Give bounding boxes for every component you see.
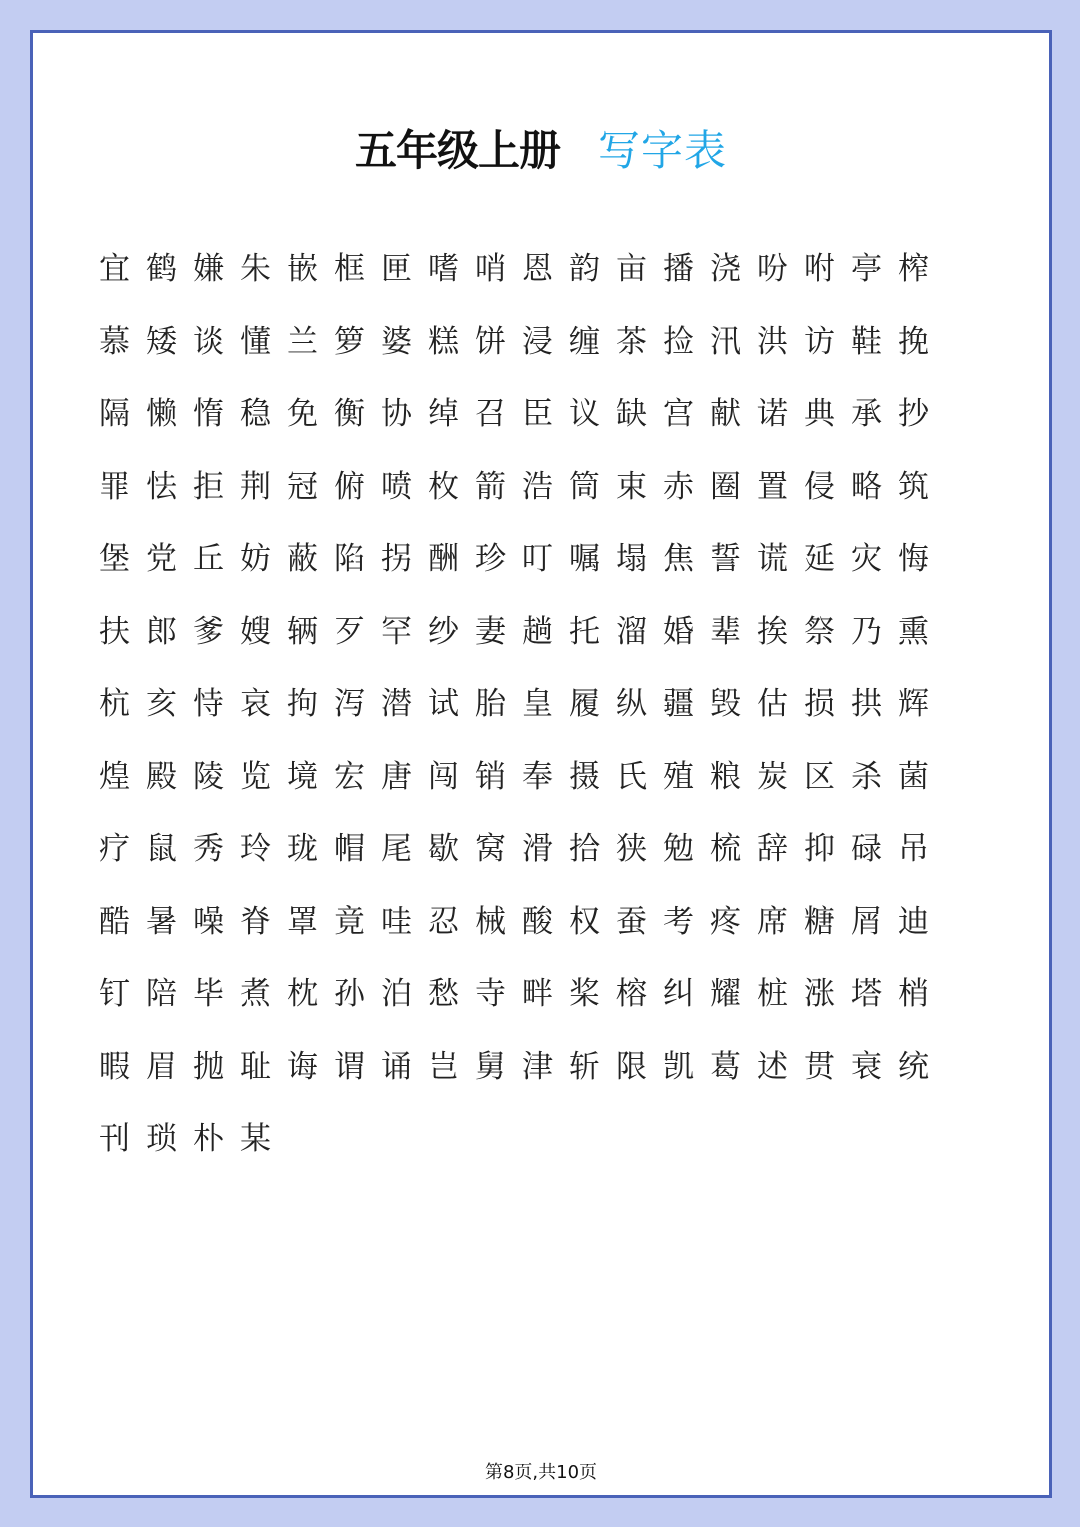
character-grid xyxy=(99,233,945,1176)
character-row xyxy=(99,813,945,886)
character-cell: 秀 xyxy=(193,831,224,868)
character-cell: 刊 xyxy=(99,1121,130,1158)
character-cell: 懂 xyxy=(240,323,271,360)
character-cell: 辉 xyxy=(898,686,929,723)
character-cell: 琐 xyxy=(146,1121,177,1158)
character-cell: 酷 xyxy=(99,903,130,940)
character-cell: 束 xyxy=(616,468,647,505)
character-cell: 珍 xyxy=(475,541,506,578)
character-cell: 托 xyxy=(569,613,600,650)
character-cell: 韵 xyxy=(569,251,600,288)
character-cell: 览 xyxy=(240,758,271,795)
character-cell: 党 xyxy=(146,541,177,578)
character-cell: 罪 xyxy=(99,468,130,505)
character-cell: 匣 xyxy=(381,251,412,288)
character-cell: 枚 xyxy=(428,468,459,505)
character-cell: 置 xyxy=(757,468,788,505)
character-cell: 眉 xyxy=(146,1048,177,1085)
character-cell: 脊 xyxy=(240,903,271,940)
character-cell: 畔 xyxy=(522,976,553,1013)
character-cell: 鞋 xyxy=(851,323,882,360)
character-cell: 饼 xyxy=(475,323,506,360)
character-cell: 缺 xyxy=(616,396,647,433)
character-cell: 考 xyxy=(663,903,694,940)
character-row xyxy=(99,668,945,741)
character-cell: 怯 xyxy=(146,468,177,505)
character-cell: 珑 xyxy=(287,831,318,868)
character-cell: 狭 xyxy=(616,831,647,868)
character-cell: 席 xyxy=(757,903,788,940)
character-cell: 抛 xyxy=(193,1048,224,1085)
character-row xyxy=(99,596,945,669)
character-cell: 兰 xyxy=(287,323,318,360)
character-cell: 梳 xyxy=(710,831,741,868)
character-cell: 召 xyxy=(475,396,506,433)
character-row xyxy=(99,451,945,524)
character-cell: 岂 xyxy=(428,1048,459,1085)
character-cell: 舅 xyxy=(475,1048,506,1085)
character-cell: 泻 xyxy=(334,686,365,723)
character-cell: 歹 xyxy=(334,613,365,650)
character-cell: 乃 xyxy=(851,613,882,650)
character-cell: 泊 xyxy=(381,976,412,1013)
character-cell: 谓 xyxy=(334,1048,365,1085)
character-cell: 荆 xyxy=(240,468,271,505)
character-cell: 暑 xyxy=(146,903,177,940)
character-cell: 试 xyxy=(428,686,459,723)
character-cell: 蚕 xyxy=(616,903,647,940)
character-cell: 赤 xyxy=(663,468,694,505)
character-cell: 榨 xyxy=(898,251,929,288)
character-cell: 宏 xyxy=(334,758,365,795)
character-cell: 咐 xyxy=(804,251,835,288)
character-row xyxy=(99,1031,945,1104)
character-cell: 隔 xyxy=(99,396,130,433)
character-row xyxy=(99,1103,945,1176)
document-page xyxy=(30,30,1052,1498)
character-cell: 叮 xyxy=(522,541,553,578)
character-cell: 糖 xyxy=(804,903,835,940)
character-cell: 哇 xyxy=(381,903,412,940)
character-cell: 枕 xyxy=(287,976,318,1013)
character-cell: 协 xyxy=(381,396,412,433)
page-number: 第8页,共10页 xyxy=(484,1462,598,1483)
character-cell: 趟 xyxy=(522,613,553,650)
character-cell: 惰 xyxy=(193,396,224,433)
character-cell: 亩 xyxy=(616,251,647,288)
character-cell: 拱 xyxy=(851,686,882,723)
character-cell: 酬 xyxy=(428,541,459,578)
character-cell: 拒 xyxy=(193,468,224,505)
character-cell: 宫 xyxy=(663,396,694,433)
character-cell: 暇 xyxy=(99,1048,130,1085)
character-cell: 臣 xyxy=(522,396,553,433)
character-cell: 鹤 xyxy=(146,251,177,288)
character-cell: 疗 xyxy=(99,831,130,868)
character-cell: 陪 xyxy=(146,976,177,1013)
character-cell: 亥 xyxy=(146,686,177,723)
character-cell: 塌 xyxy=(616,541,647,578)
character-cell: 寺 xyxy=(475,976,506,1013)
character-cell: 诺 xyxy=(757,396,788,433)
character-cell: 哨 xyxy=(475,251,506,288)
character-cell: 孙 xyxy=(334,976,365,1013)
character-cell: 缠 xyxy=(569,323,600,360)
character-cell: 扶 xyxy=(99,613,130,650)
character-cell: 略 xyxy=(851,468,882,505)
character-cell: 闯 xyxy=(428,758,459,795)
character-cell: 摄 xyxy=(569,758,600,795)
title-grade: 五年级上册 xyxy=(354,126,560,175)
character-cell: 粮 xyxy=(710,758,741,795)
character-cell: 诵 xyxy=(381,1048,412,1085)
character-cell: 罕 xyxy=(381,613,412,650)
character-cell: 蔽 xyxy=(287,541,318,578)
character-cell: 献 xyxy=(710,396,741,433)
character-cell: 矮 xyxy=(146,323,177,360)
character-cell: 销 xyxy=(475,758,506,795)
character-cell: 亭 xyxy=(851,251,882,288)
character-cell: 嫌 xyxy=(193,251,224,288)
character-cell: 耻 xyxy=(240,1048,271,1085)
character-cell: 喷 xyxy=(381,468,412,505)
character-cell: 访 xyxy=(804,323,835,360)
character-cell: 衡 xyxy=(334,396,365,433)
character-cell: 潜 xyxy=(381,686,412,723)
character-cell: 箩 xyxy=(334,323,365,360)
character-row xyxy=(99,886,945,959)
character-cell: 奉 xyxy=(522,758,553,795)
character-cell: 殖 xyxy=(663,758,694,795)
character-cell: 熏 xyxy=(898,613,929,650)
character-cell: 慕 xyxy=(99,323,130,360)
character-cell: 耀 xyxy=(710,976,741,1013)
character-cell: 陷 xyxy=(334,541,365,578)
character-cell: 糕 xyxy=(428,323,459,360)
character-cell: 区 xyxy=(804,758,835,795)
character-cell: 抄 xyxy=(898,396,929,433)
character-cell: 丘 xyxy=(193,541,224,578)
character-cell: 妨 xyxy=(240,541,271,578)
character-cell: 恃 xyxy=(193,686,224,723)
character-cell: 某 xyxy=(240,1121,271,1158)
character-cell: 煮 xyxy=(240,976,271,1013)
character-cell: 罩 xyxy=(287,903,318,940)
character-cell: 权 xyxy=(569,903,600,940)
character-cell: 统 xyxy=(898,1048,929,1085)
character-cell: 桩 xyxy=(757,976,788,1013)
character-cell: 钉 xyxy=(99,976,130,1013)
character-cell: 茶 xyxy=(616,323,647,360)
character-cell: 妻 xyxy=(475,613,506,650)
character-cell: 吩 xyxy=(757,251,788,288)
character-cell: 疆 xyxy=(663,686,694,723)
title-section: 写字表 xyxy=(598,126,728,175)
character-cell: 履 xyxy=(569,686,600,723)
character-cell: 捡 xyxy=(663,323,694,360)
character-cell: 誓 xyxy=(710,541,741,578)
character-cell: 汛 xyxy=(710,323,741,360)
character-cell: 屑 xyxy=(851,903,882,940)
character-cell: 衰 xyxy=(851,1048,882,1085)
character-cell: 嫂 xyxy=(240,613,271,650)
character-cell: 筒 xyxy=(569,468,600,505)
character-row xyxy=(99,958,945,1031)
character-cell: 迪 xyxy=(898,903,929,940)
character-cell: 杀 xyxy=(851,758,882,795)
character-cell: 涨 xyxy=(804,976,835,1013)
character-cell: 尾 xyxy=(381,831,412,868)
character-cell: 鼠 xyxy=(146,831,177,868)
character-cell: 圈 xyxy=(710,468,741,505)
character-cell: 绰 xyxy=(428,396,459,433)
character-cell: 葛 xyxy=(710,1048,741,1085)
character-cell: 挨 xyxy=(757,613,788,650)
character-cell: 斩 xyxy=(569,1048,600,1085)
character-cell: 朴 xyxy=(193,1121,224,1158)
character-cell: 凯 xyxy=(663,1048,694,1085)
character-cell: 境 xyxy=(287,758,318,795)
character-cell: 嵌 xyxy=(287,251,318,288)
character-cell: 酸 xyxy=(522,903,553,940)
character-cell: 灾 xyxy=(851,541,882,578)
character-cell: 津 xyxy=(522,1048,553,1085)
character-cell: 典 xyxy=(804,396,835,433)
character-cell: 愁 xyxy=(428,976,459,1013)
character-cell: 浇 xyxy=(710,251,741,288)
character-cell: 菌 xyxy=(898,758,929,795)
character-cell: 嘱 xyxy=(569,541,600,578)
character-cell: 承 xyxy=(851,396,882,433)
character-cell: 煌 xyxy=(99,758,130,795)
character-cell: 浸 xyxy=(522,323,553,360)
character-cell: 纠 xyxy=(663,976,694,1013)
character-cell: 桨 xyxy=(569,976,600,1013)
character-cell: 谎 xyxy=(757,541,788,578)
character-cell: 祭 xyxy=(804,613,835,650)
character-cell: 述 xyxy=(757,1048,788,1085)
character-cell: 辆 xyxy=(287,613,318,650)
character-cell: 议 xyxy=(569,396,600,433)
character-cell: 恩 xyxy=(522,251,553,288)
character-cell: 歇 xyxy=(428,831,459,868)
character-cell: 宜 xyxy=(99,251,130,288)
character-cell: 塔 xyxy=(851,976,882,1013)
character-cell: 挽 xyxy=(898,323,929,360)
character-cell: 限 xyxy=(616,1048,647,1085)
character-row xyxy=(99,306,945,379)
character-cell: 婆 xyxy=(381,323,412,360)
character-cell: 氏 xyxy=(616,758,647,795)
character-cell: 忍 xyxy=(428,903,459,940)
character-cell: 贯 xyxy=(804,1048,835,1085)
character-cell: 俯 xyxy=(334,468,365,505)
character-cell: 侵 xyxy=(804,468,835,505)
character-row xyxy=(99,378,945,451)
character-cell: 竟 xyxy=(334,903,365,940)
character-cell: 损 xyxy=(804,686,835,723)
character-cell: 炭 xyxy=(757,758,788,795)
character-cell: 抑 xyxy=(804,831,835,868)
character-cell: 殿 xyxy=(146,758,177,795)
character-cell: 溜 xyxy=(616,613,647,650)
character-cell: 郎 xyxy=(146,613,177,650)
character-cell: 滑 xyxy=(522,831,553,868)
character-row xyxy=(99,741,945,814)
character-cell: 纱 xyxy=(428,613,459,650)
character-cell: 辈 xyxy=(710,613,741,650)
character-cell: 纵 xyxy=(616,686,647,723)
character-cell: 焦 xyxy=(663,541,694,578)
character-cell: 谈 xyxy=(193,323,224,360)
character-cell: 疼 xyxy=(710,903,741,940)
character-cell: 悔 xyxy=(898,541,929,578)
character-cell: 勉 xyxy=(663,831,694,868)
character-cell: 陵 xyxy=(193,758,224,795)
character-cell: 婚 xyxy=(663,613,694,650)
character-cell: 辞 xyxy=(757,831,788,868)
character-cell: 胎 xyxy=(475,686,506,723)
character-cell: 嗜 xyxy=(428,251,459,288)
character-cell: 拾 xyxy=(569,831,600,868)
character-row xyxy=(99,523,945,596)
character-cell: 哀 xyxy=(240,686,271,723)
character-cell: 皇 xyxy=(522,686,553,723)
character-cell: 玲 xyxy=(240,831,271,868)
character-cell: 拐 xyxy=(381,541,412,578)
page-title xyxy=(33,121,1049,181)
character-cell: 堡 xyxy=(99,541,130,578)
character-cell: 稳 xyxy=(240,396,271,433)
character-cell: 吊 xyxy=(898,831,929,868)
character-row xyxy=(99,233,945,306)
character-cell: 播 xyxy=(663,251,694,288)
character-cell: 延 xyxy=(804,541,835,578)
character-cell: 估 xyxy=(757,686,788,723)
character-cell: 免 xyxy=(287,396,318,433)
character-cell: 洪 xyxy=(757,323,788,360)
character-cell: 碌 xyxy=(851,831,882,868)
character-cell: 毕 xyxy=(193,976,224,1013)
character-cell: 帽 xyxy=(334,831,365,868)
character-cell: 筑 xyxy=(898,468,929,505)
character-cell: 诲 xyxy=(287,1048,318,1085)
character-cell: 噪 xyxy=(193,903,224,940)
character-cell: 爹 xyxy=(193,613,224,650)
character-cell: 械 xyxy=(475,903,506,940)
character-cell: 框 xyxy=(334,251,365,288)
character-cell: 唐 xyxy=(381,758,412,795)
character-cell: 毁 xyxy=(710,686,741,723)
character-cell: 浩 xyxy=(522,468,553,505)
character-cell: 朱 xyxy=(240,251,271,288)
character-cell: 懒 xyxy=(146,396,177,433)
character-cell: 冠 xyxy=(287,468,318,505)
character-cell: 梢 xyxy=(898,976,929,1013)
character-cell: 箭 xyxy=(475,468,506,505)
character-cell: 窝 xyxy=(475,831,506,868)
character-cell: 榕 xyxy=(616,976,647,1013)
character-cell: 拘 xyxy=(287,686,318,723)
character-cell: 杭 xyxy=(99,686,130,723)
